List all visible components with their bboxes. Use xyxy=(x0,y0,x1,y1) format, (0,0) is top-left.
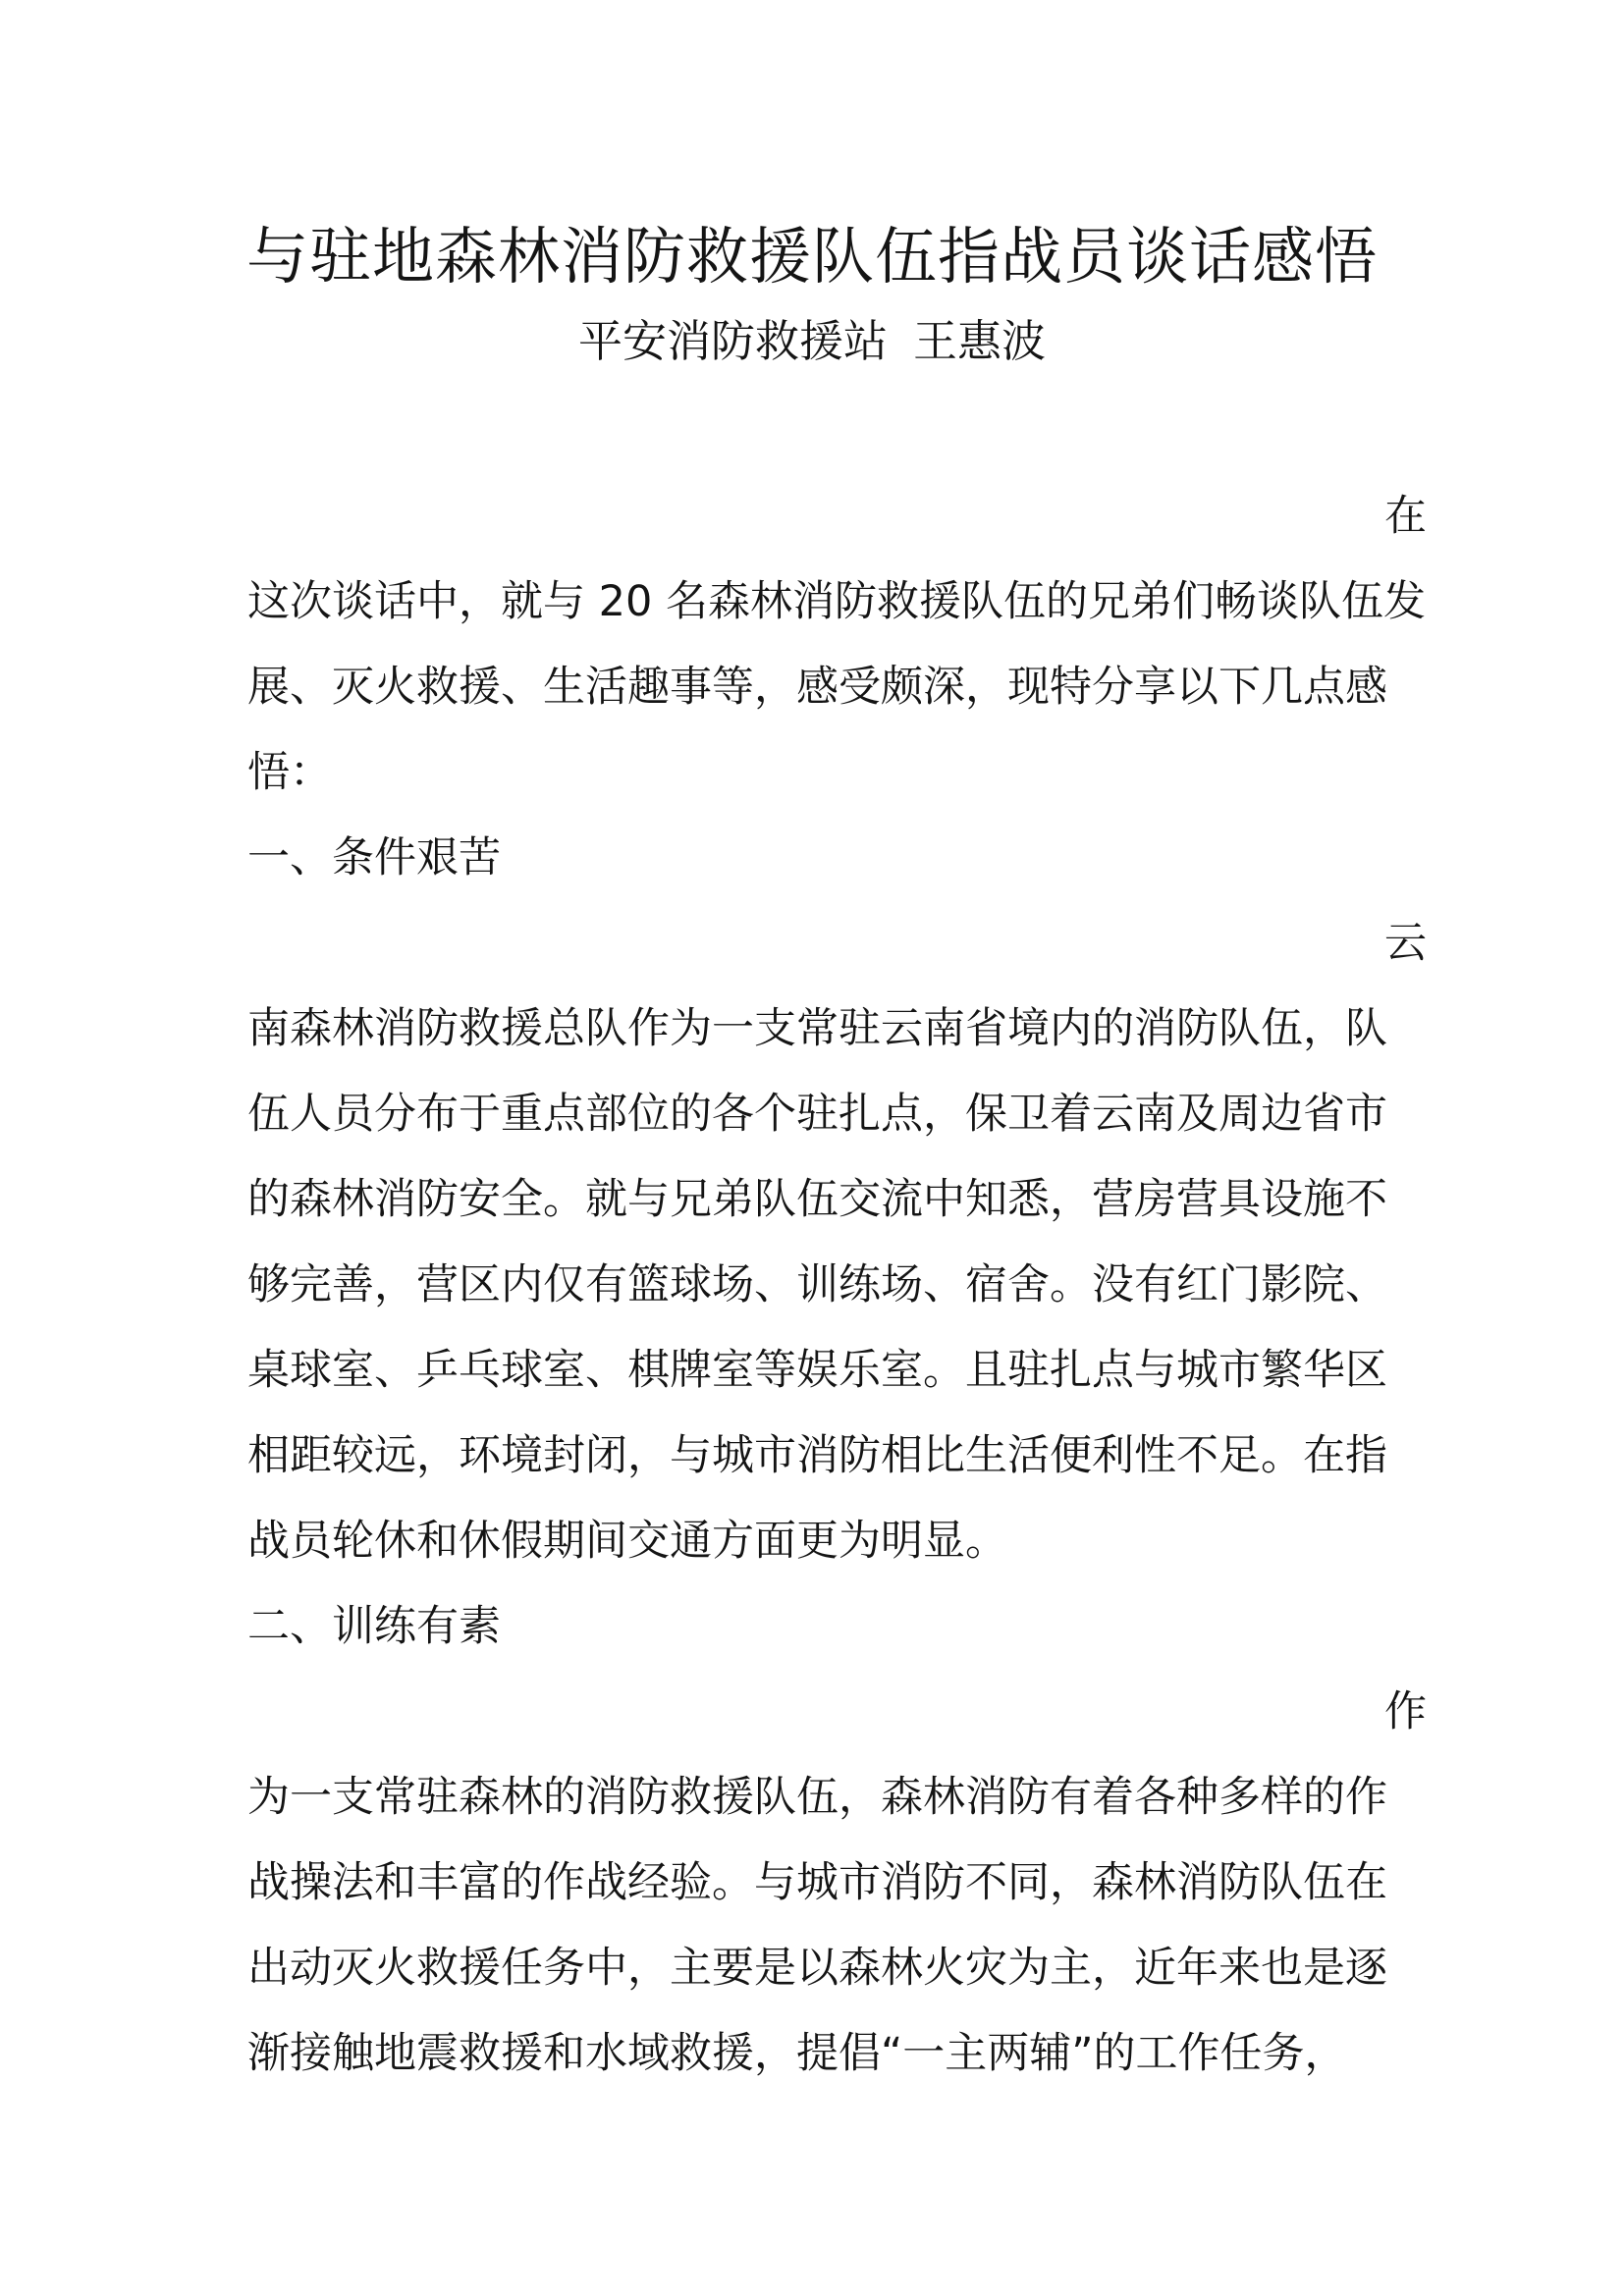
paragraph-1-line-1: 这次谈话中，就与 20 名森林消防救援队伍的兄弟们畅谈队伍发 xyxy=(247,577,1427,626)
author-line xyxy=(0,312,1624,371)
paragraph-3-line-1: 为一支常驻森林的消防救援队伍，森林消防有着各种多样的作 xyxy=(247,1773,1387,1822)
paragraph-3-line-2: 战操法和丰富的作战经验。与城市消防不同，森林消防队伍在 xyxy=(247,1858,1387,1907)
paragraph-1-first-char: 在 xyxy=(1384,492,1427,541)
section-heading-2: 二、训练有素 xyxy=(247,1602,501,1651)
paragraph-3-first-char: 作 xyxy=(1384,1687,1427,1736)
paragraph-2-line-6: 相距较远，环境封闭，与城市消防相比生活便利性不足。在指 xyxy=(247,1431,1387,1480)
paragraph-3-line-3: 出动灭火救援任务中，主要是以森林火灾为主，近年来也是逐 xyxy=(247,1944,1387,1993)
paragraph-2-line-4: 够完善，营区内仅有篮球场、训练场、宿舍。没有红门影院、 xyxy=(247,1260,1387,1309)
document-title: 与驻地森林消防救援队伍指战员谈话感悟 xyxy=(246,221,1378,293)
paragraph-2-line-1: 南森林消防救援总队作为一支常驻云南省境内的消防队伍，队 xyxy=(247,1004,1387,1053)
author-name: 王惠波 xyxy=(913,315,1047,367)
paragraph-3-line-4: 渐接触地震救援和水域救援，提倡“一主两辅”的工作任务， xyxy=(247,2029,1347,2078)
paragraph-2-first-char: 云 xyxy=(1384,919,1427,968)
paragraph-1-line-2: 展、灭火救援、生活趣事等，感受颇深，现特分享以下几点感 xyxy=(247,663,1387,712)
paragraph-1-line-3: 悟： xyxy=(247,748,332,797)
paragraph-2-line-7: 战员轮休和休假期间交通方面更为明显。 xyxy=(247,1517,1007,1566)
paragraph-2-line-5: 桌球室、乒乓球室、棋牌室等娱乐室。且驻扎点与城市繁华区 xyxy=(247,1346,1387,1395)
author-org: 平安消防救援站 xyxy=(577,315,888,367)
section-heading-1: 一、条件艰苦 xyxy=(247,833,501,882)
paragraph-2-line-3: 的森林消防安全。就与兄弟队伍交流中知悉，营房营具设施不 xyxy=(247,1175,1387,1224)
paragraph-2-line-2: 伍人员分布于重点部位的各个驻扎点，保卫着云南及周边省市 xyxy=(247,1090,1387,1139)
